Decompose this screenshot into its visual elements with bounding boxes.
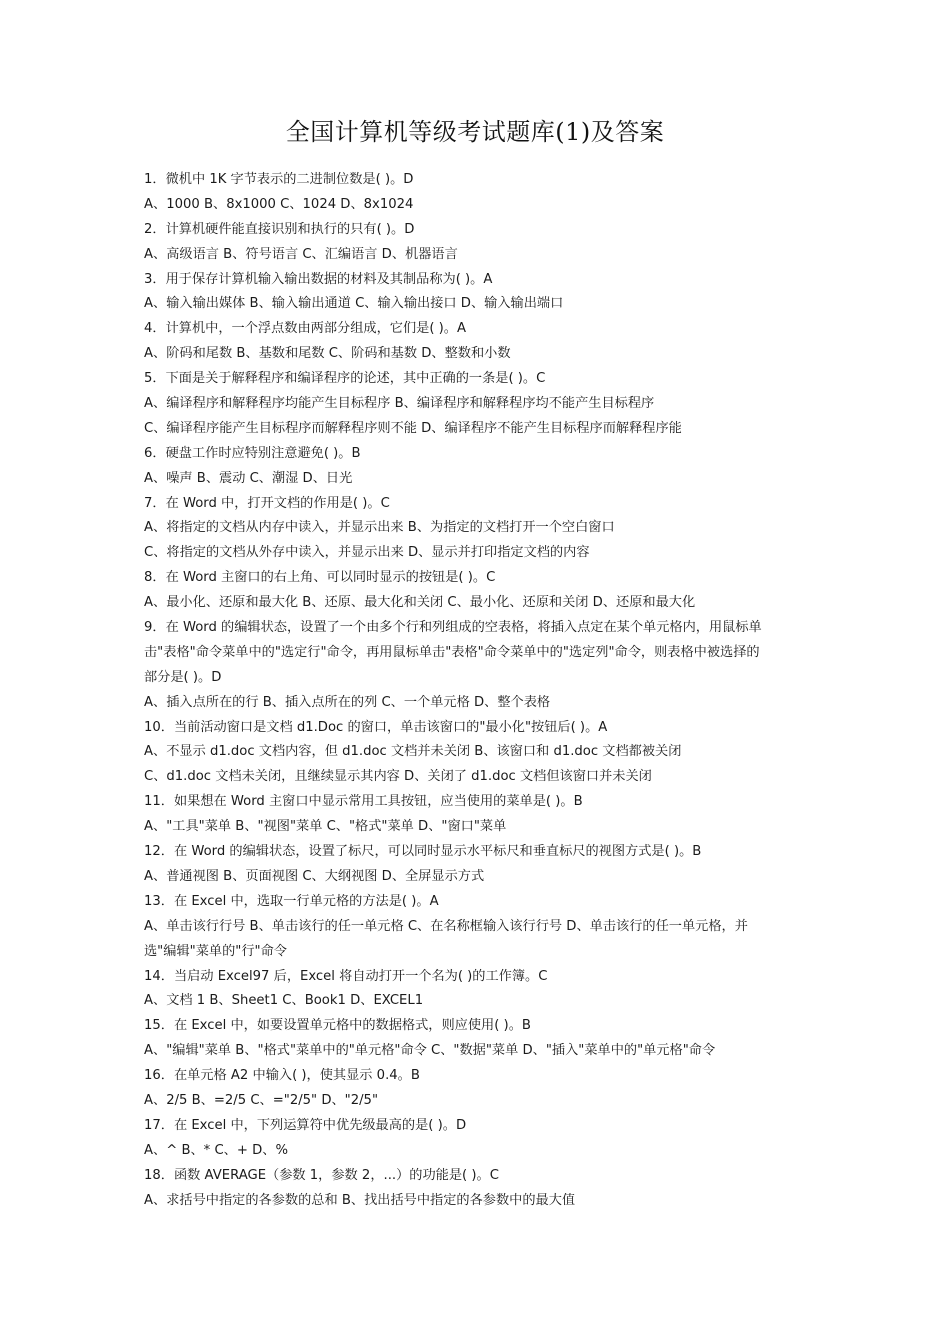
- text-line: A、噪声 B、震动 C、潮湿 D、日光: [144, 470, 353, 486]
- text-line: 2．计算机硬件能直接识别和执行的只有( )。D: [144, 221, 415, 237]
- text-line: C、d1.doc 文档未关闭，且继续显示其内容 D、关闭了 d1.doc 文档但该窗口并未关闭: [144, 769, 652, 785]
- text-line: 3．用于保存计算机输入输出数据的材料及其制品称为( )。A: [144, 271, 493, 287]
- text-line: 16．在单元格 A2 中输入( )，使其显示 0.4。B: [144, 1068, 420, 1084]
- text-line: A、1000 B、8x1000 C、1024 D、8x1024: [144, 196, 414, 212]
- text-line: A、文档 1 B、Sheet1 C、Book1 D、EXCEL1: [144, 993, 424, 1009]
- text-line: A、^ B、* C、+ D、%: [144, 1142, 288, 1158]
- text-line: A、编译程序和解释程序均能产生目标程序 B、编译程序和解释程序均不能产生目标程序: [144, 396, 655, 412]
- text-line: 7．在 Word 中，打开文档的作用是( )。C: [144, 495, 390, 511]
- text-line: 15．在 Excel 中，如要设置单元格中的数据格式，则应使用( )。B: [144, 1018, 531, 1034]
- text-line: A、最小化、还原和最大化 B、还原、最大化和关闭 C、最小化、还原和关闭 D、还原和最大化: [144, 595, 696, 611]
- text-line: 5．下面是关于解释程序和编译程序的论述，其中正确的一条是( )。C: [144, 371, 546, 387]
- text-line: A、高级语言 B、符号语言 C、汇编语言 D、机器语言: [144, 246, 458, 262]
- text-line: A、将指定的文档从内存中读入，并显示出来 B、为指定的文档打开一个空白窗口: [144, 520, 615, 536]
- text-line: 17．在 Excel 中，下列运算符中优先级最高的是( )。D: [144, 1117, 467, 1133]
- text-line: C、将指定的文档从外存中读入，并显示出来 D、显示并打印指定文档的内容: [144, 545, 590, 561]
- text-line: 8．在 Word 主窗口的右上角、可以同时显示的按钮是( )。C: [144, 570, 496, 586]
- text-line: 4．计算机中，一个浮点数由两部分组成，它们是( )。A: [144, 321, 467, 337]
- text-line: 1．微机中 1K 字节表示的二进制位数是( )。D: [144, 172, 414, 187]
- text-line: A、2/5 B、=2/5 C、="2/5" D、"2/5": [144, 1092, 379, 1108]
- text-line: A、"工具"菜单 B、"视图"菜单 C、"格式"菜单 D、"窗口"菜单: [144, 819, 507, 835]
- text-line: A、不显示 d1.doc 文档内容，但 d1.doc 文档并未关闭 B、该窗口和 d1.doc 文档都被关闭: [144, 744, 682, 760]
- text-line: 击"表格"命令菜单中的"选定行"命令，再用鼠标单击"表格"命令菜单中的"选定列"命令，则表格中被选择的: [144, 644, 760, 660]
- text-line: 14．当启动 Excel97 后，Excel 将自动打开一个名为( )的工作簿。C: [144, 968, 548, 984]
- text-line: 6．硬盘工作时应特别注意避免( )。B: [144, 445, 361, 461]
- text-line: 13．在 Excel 中，选取一行单元格的方法是( )。A: [144, 893, 439, 909]
- text-line: A、输入输出媒体 B、输入输出通道 C、输入输出接口 D、输入输出端口: [144, 296, 564, 312]
- text-line: 18．函数 AVERAGE（参数 1，参数 2，...）的功能是( )。C: [144, 1167, 499, 1183]
- text-line: 选"编辑"菜单的"行"命令: [144, 943, 287, 959]
- text-line: 部分是( )。D: [144, 669, 222, 685]
- text-line: A、求括号中指定的各参数的总和 B、找出括号中指定的各参数中的最大值: [144, 1192, 576, 1208]
- document-body: [144, 168, 816, 1213]
- text-line: A、单击该行行号 B、单击该行的任一单元格 C、在名称框输入该行行号 D、单击该行的任一单元格，并: [144, 918, 748, 934]
- text-line: A、普通视图 B、页面视图 C、大纲视图 D、全屏显示方式: [144, 868, 485, 884]
- text-line: 10．当前活动窗口是文档 d1.Doc 的窗口，单击该窗口的"最小化"按钮后( )。A: [144, 719, 608, 735]
- text-line: 9．在 Word 的编辑状态，设置了一个由多个行和列组成的空表格，将插入点定在某个单元格内，用鼠标单: [144, 620, 762, 636]
- text-line: C、编译程序能产生目标程序而解释程序则不能 D、编译程序不能产生目标程序而解释程序能: [144, 420, 682, 436]
- text-line: A、"编辑"菜单 B、"格式"菜单中的"单元格"命令 C、"数据"菜单 D、"插入"菜单中的"单元格"命令: [144, 1043, 716, 1059]
- text-line: 12．在 Word 的编辑状态，设置了标尺，可以同时显示水平标尺和垂直标尺的视图方式是( )。B: [144, 844, 702, 860]
- text-line: 11．如果想在 Word 主窗口中显示常用工具按钮，应当使用的菜单是( )。B: [144, 794, 583, 810]
- text-line: A、插入点所在的行 B、插入点所在的列 C、一个单元格 D、整个表格: [144, 694, 551, 710]
- text-line: A、阶码和尾数 B、基数和尾数 C、阶码和基数 D、整数和小数: [144, 346, 511, 362]
- document-title: 全国计算机等级考试题库(1)及答案: [285, 118, 665, 146]
